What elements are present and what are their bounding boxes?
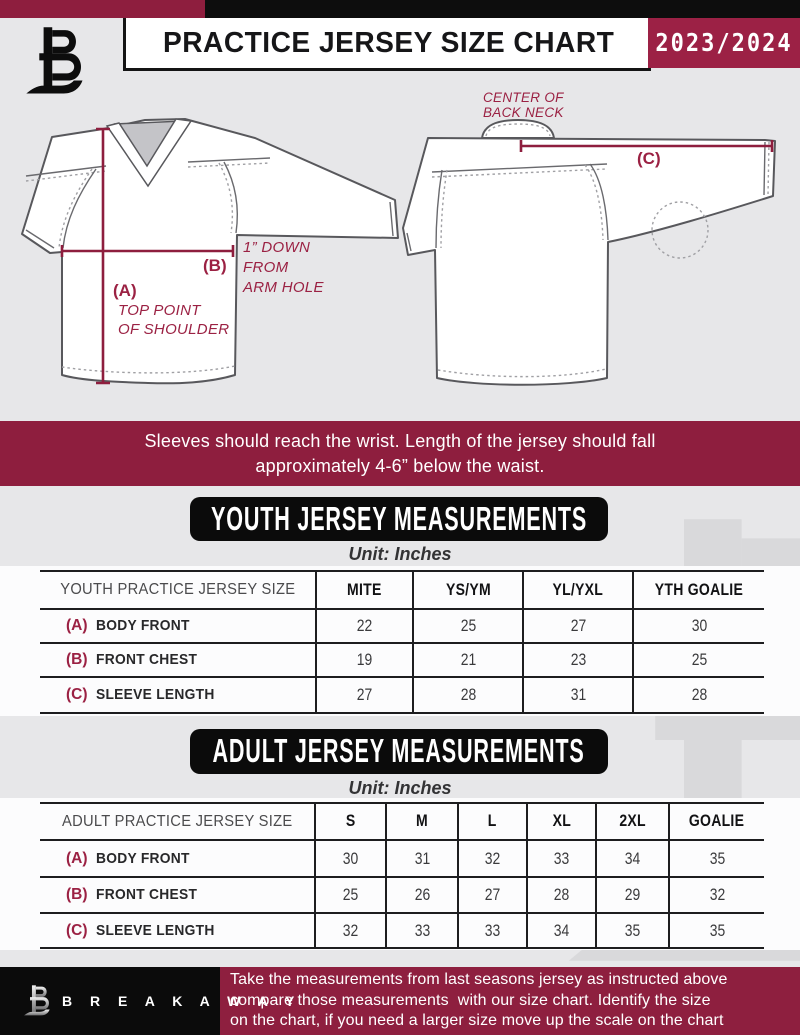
top-strip-black	[205, 0, 800, 18]
cell-value: 31	[570, 685, 586, 704]
fit-notice-banner	[0, 421, 800, 486]
youth-section-title-box	[190, 497, 608, 541]
youth-unit-label: Unit: Inches	[348, 544, 452, 564]
cell-value: 30	[691, 616, 707, 635]
youth-col-mite: MITE	[347, 580, 382, 599]
youth-header-row	[40, 571, 764, 609]
adult-header-row	[40, 803, 764, 840]
row-label: BODY FRONT	[95, 849, 190, 867]
adult-col-s: S	[345, 812, 356, 830]
front-jersey-diagram	[8, 100, 403, 405]
back-neck-note-line2: BACK NECK	[483, 105, 564, 120]
youth-col-ysym: YS/YM	[445, 580, 491, 599]
back-neck-note-line1: CENTER OF	[483, 90, 564, 105]
measure-b-note-line3: ARM HOLE	[243, 279, 324, 296]
measure-b-note	[243, 238, 324, 298]
cell-value: 33	[484, 920, 501, 940]
footer-line1: Take the measurements from last seasons jersey as instructed above	[230, 971, 728, 989]
brand-wordmark: B R E A K A W A Y	[62, 993, 302, 1009]
cell-value: 29	[624, 885, 641, 904]
youth-size-table	[40, 570, 764, 714]
cell-value: 32	[484, 848, 501, 868]
cell-value: 35	[709, 848, 725, 868]
adult-col-xl: XL	[552, 812, 571, 830]
row-key: (B)	[66, 651, 88, 668]
measure-b-note-line1: 1” DOWN	[243, 239, 311, 256]
row-key: (B)	[66, 886, 88, 903]
cell-value: 22	[356, 616, 373, 635]
footer-line3: on the chart, if you need a larger size move up the scale on the chart	[230, 1012, 724, 1030]
measure-b-note-line2: FROM	[243, 259, 289, 276]
adult-unit-label: Unit: Inches	[348, 778, 452, 798]
cell-value: 23	[570, 650, 586, 669]
brand-b-logo-footer	[22, 984, 55, 1020]
adult-section-title: ADULT JERSEY MEASUREMENTS	[212, 732, 586, 770]
row-key: (A)	[66, 849, 88, 867]
cell-value: 28	[460, 685, 476, 704]
fit-notice-line2: approximately 4-6” below the waist.	[255, 455, 545, 476]
brand-b-logo-header	[22, 24, 94, 104]
youth-col-ylyxl: YL/YXL	[552, 580, 604, 599]
row-key: (C)	[66, 921, 88, 939]
cell-value: 28	[691, 685, 707, 704]
adult-col-l: L	[488, 812, 497, 830]
measure-a-key: (A)	[113, 281, 137, 300]
adult-header-label: ADULT PRACTICE JERSEY SIZE	[61, 812, 293, 830]
cell-value: 27	[484, 885, 501, 904]
cell-value: 31	[414, 848, 430, 868]
cell-value: 33	[553, 848, 570, 868]
measure-b-key: (B)	[203, 256, 227, 275]
page-title: PRACTICE JERSEY SIZE CHART	[162, 26, 615, 59]
season-label: 2023/2024	[655, 29, 793, 57]
cell-value: 32	[342, 920, 359, 940]
youth-col-goalie: YTH GOALIE	[654, 580, 744, 599]
cell-value: 32	[709, 885, 725, 904]
cell-value: 34	[624, 848, 641, 868]
row-label: FRONT CHEST	[95, 651, 197, 668]
cell-value: 28	[553, 885, 570, 904]
cell-value: 33	[414, 920, 430, 940]
measure-c-key: (C)	[637, 149, 661, 168]
adult-size-table	[40, 802, 764, 949]
table-row	[40, 877, 764, 913]
table-row	[40, 609, 764, 643]
cell-value: 25	[460, 616, 476, 635]
row-label: SLEEVE LENGTH	[95, 686, 215, 703]
cell-value: 35	[624, 920, 641, 940]
table-row	[40, 840, 764, 877]
cell-value: 27	[570, 616, 586, 635]
top-strip-maroon	[0, 0, 205, 18]
adult-section-title-box	[190, 729, 608, 774]
cell-value: 25	[691, 650, 707, 669]
table-row	[40, 677, 764, 713]
table-row	[40, 913, 764, 948]
adult-col-goalie: GOALIE	[689, 812, 745, 830]
row-label: BODY FRONT	[95, 617, 190, 634]
row-key: (A)	[66, 617, 88, 634]
youth-header-label: YOUTH PRACTICE JERSEY SIZE	[59, 581, 296, 598]
adult-col-m: M	[416, 812, 428, 830]
footer-line2: compare those measurements with our size chart. Identify the size	[230, 991, 711, 1009]
adult-col-2xl: 2XL	[619, 812, 646, 830]
cell-value: 34	[553, 920, 570, 940]
cell-value: 30	[342, 848, 359, 868]
fit-notice-line1: Sleeves should reach the wrist. Length of the jersey should fall	[144, 430, 656, 451]
youth-section-title: YOUTH JERSEY MEASUREMENTS	[210, 500, 588, 537]
footer-instructions	[220, 967, 800, 1035]
row-label: SLEEVE LENGTH	[95, 921, 215, 939]
cell-value: 26	[414, 885, 430, 904]
season-badge	[648, 18, 800, 68]
cell-value: 21	[460, 650, 476, 669]
back-neck-note	[483, 90, 564, 120]
row-key: (C)	[66, 686, 88, 703]
cell-value: 25	[342, 885, 359, 904]
measure-a-note-line2: OF SHOULDER	[118, 321, 230, 338]
row-label: FRONT CHEST	[95, 886, 197, 903]
back-jersey-diagram	[402, 100, 798, 405]
cell-value: 19	[356, 650, 373, 669]
cell-value: 35	[709, 920, 725, 940]
page-title-box	[123, 18, 651, 71]
measure-a-note-line1: TOP POINT	[118, 302, 201, 319]
table-row	[40, 643, 764, 677]
cell-value: 27	[356, 685, 373, 704]
measure-a-note	[118, 301, 229, 339]
